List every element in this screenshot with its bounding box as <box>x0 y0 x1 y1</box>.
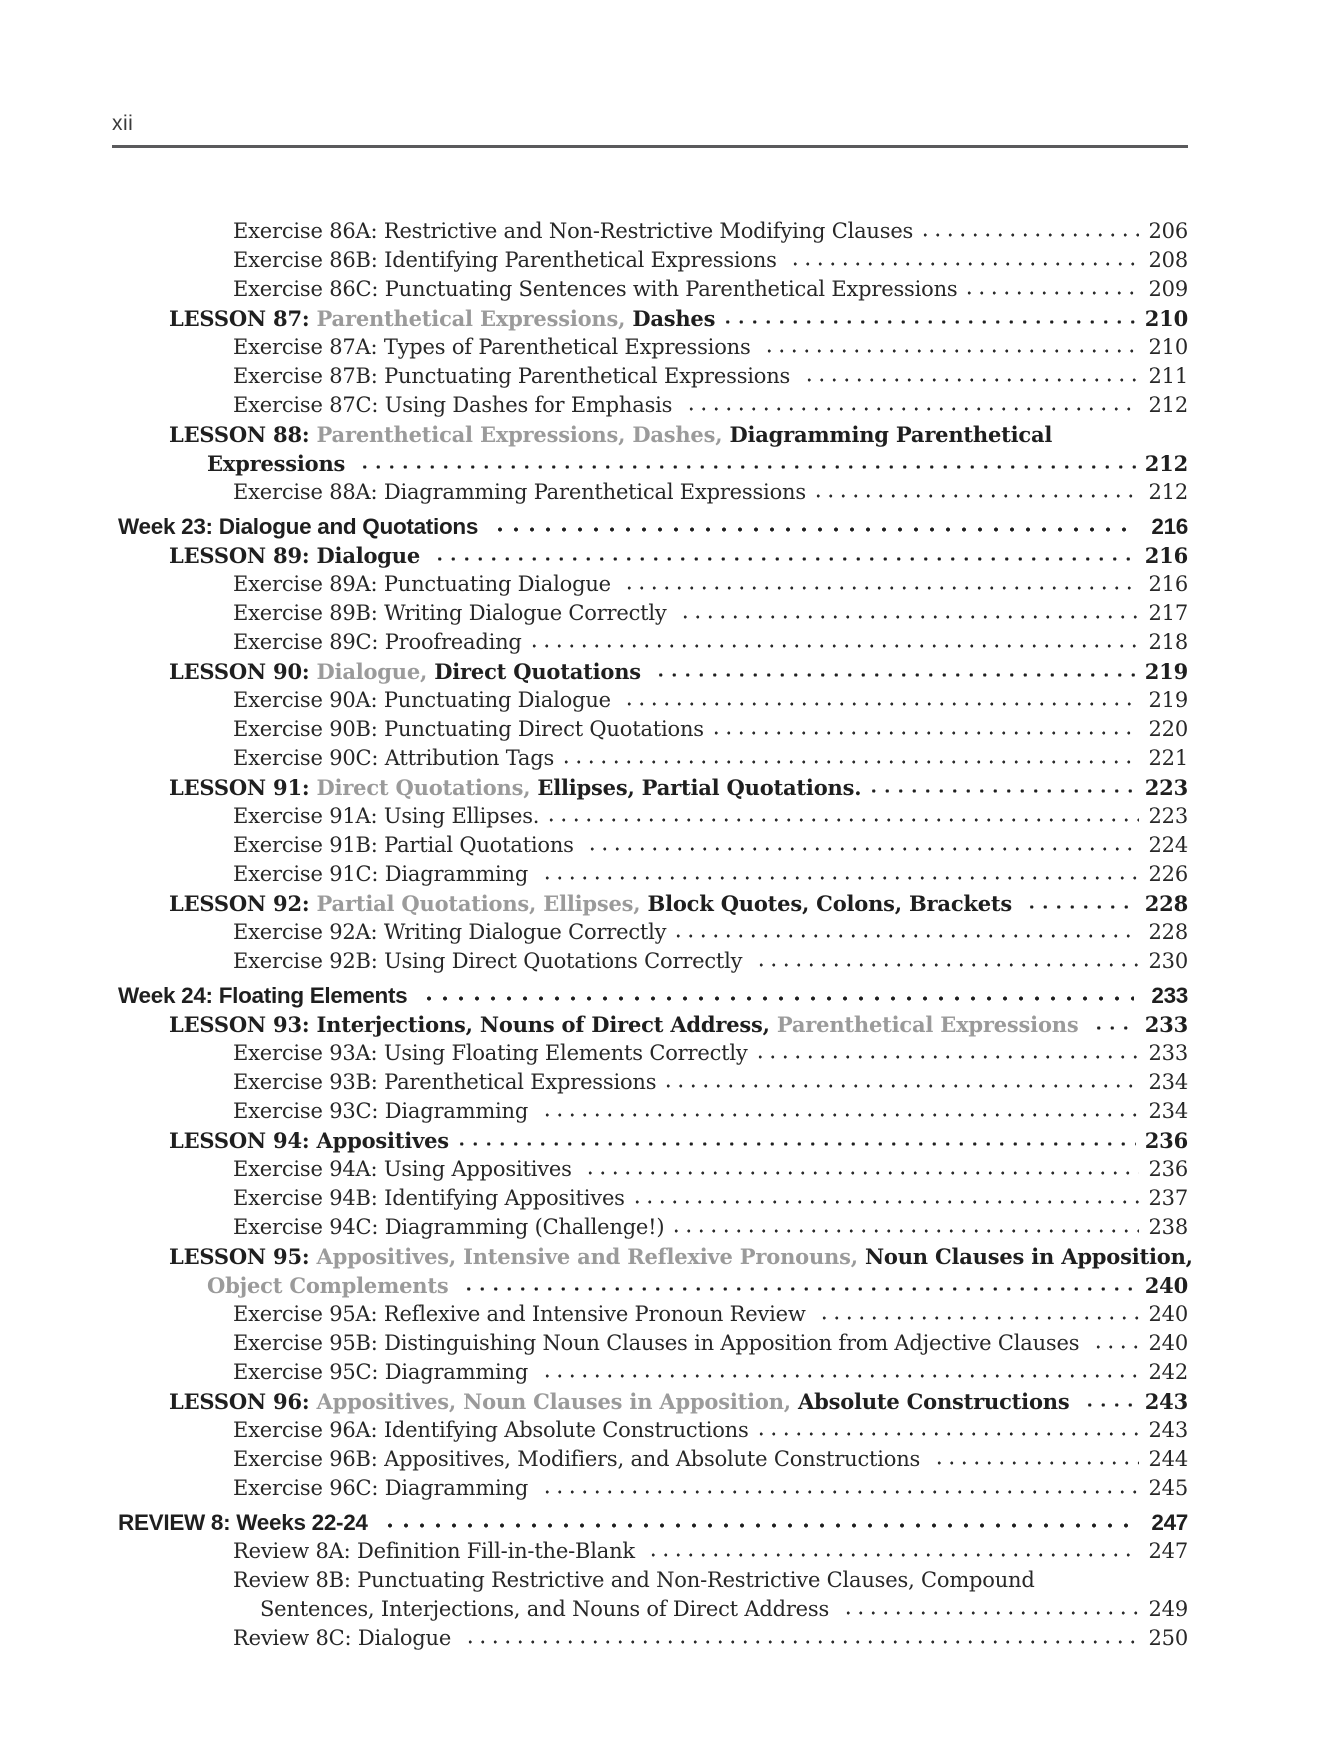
toc-entry-text: Exercise 92A: Writing Dialogue Correctly <box>233 920 667 944</box>
toc-page-number: 219 <box>1144 659 1188 684</box>
toc-row-exercise <box>112 1068 1188 1097</box>
toc-row-lesson <box>112 889 1188 918</box>
toc-page-number: 224 <box>1148 833 1188 857</box>
page-header <box>112 112 1188 148</box>
dot-leader <box>650 657 1136 686</box>
dot-leader <box>915 217 1139 246</box>
dot-leader <box>537 860 1139 889</box>
toc-page-number: 216 <box>1148 572 1188 596</box>
toc-page-number: 228 <box>1144 891 1188 916</box>
dot-leader <box>785 246 1139 275</box>
dot-leader <box>582 831 1139 860</box>
toc-page-number: 238 <box>1148 1215 1188 1239</box>
dot-leader <box>799 362 1139 391</box>
toc-page-number: 219 <box>1148 688 1188 712</box>
toc-entry-text: Exercise 90A: Punctuating Dialogue <box>233 688 618 712</box>
dot-leader <box>580 1155 1139 1184</box>
dot-leader <box>619 570 1139 599</box>
toc-row-exercise <box>112 391 1188 420</box>
toc-entry-text: LESSON 91: <box>169 775 317 800</box>
dot-leader <box>681 391 1139 420</box>
toc-entry-text: Exercise 86C: Punctuating Sentences with Parenthetical Expressions <box>233 277 958 301</box>
toc-page-number: 218 <box>1148 630 1188 654</box>
toc-row-week <box>112 512 1188 541</box>
dot-leader <box>451 1126 1136 1155</box>
toc-row-exercise <box>112 275 1188 304</box>
toc-page-number: 216 <box>1144 543 1188 568</box>
toc-page-number: 234 <box>1148 1099 1188 1123</box>
toc-entry-text: LESSON 92: <box>169 891 317 916</box>
toc-page-number: 233 <box>1144 1012 1188 1037</box>
toc-row-exercise <box>112 628 1188 657</box>
toc-page-number: 223 <box>1144 775 1188 800</box>
toc-entry-text: Week 24: Floating Elements <box>118 983 414 1008</box>
toc-page-number: 210 <box>1144 306 1188 331</box>
dot-leader <box>751 1416 1139 1445</box>
toc-entry-text: LESSON 95: <box>169 1244 317 1269</box>
toc-row-exercise <box>112 1358 1188 1387</box>
toc-entry-text: Exercise 89A: Punctuating Dialogue <box>233 572 618 596</box>
toc-row-exercise <box>112 860 1188 889</box>
toc-page-number: 236 <box>1144 1128 1188 1153</box>
toc-entry-text: LESSON 94: Appositives <box>169 1128 449 1153</box>
dot-leader <box>537 1474 1139 1503</box>
dot-leader <box>1021 889 1136 918</box>
dot-leader <box>1088 1010 1136 1039</box>
dot-leader <box>556 744 1139 773</box>
folio-page-number: xii <box>112 112 134 135</box>
toc-row-exercise <box>112 918 1188 947</box>
toc-row-exercise <box>112 947 1188 976</box>
toc-row-exercise <box>112 831 1188 860</box>
toc-entry-text: Review 8A: Definition Fill-in-the-Blank <box>233 1539 642 1563</box>
toc-page-number: 234 <box>1148 1070 1188 1094</box>
toc-row-exercise <box>112 1155 1188 1184</box>
toc-page-number: 210 <box>1148 335 1188 359</box>
toc-row-exercise <box>112 333 1188 362</box>
toc-row-exercise-cont <box>112 1595 1188 1624</box>
toc-entry-text: LESSON 93: Interjections, Nouns of Direct Address, <box>169 1012 777 1037</box>
header-rule <box>112 145 1188 148</box>
dot-leader <box>750 1039 1139 1068</box>
dot-leader <box>863 773 1135 802</box>
dot-leader <box>376 1508 1134 1537</box>
toc-row-lesson <box>112 304 1188 333</box>
toc-row-lesson-cont <box>112 449 1188 478</box>
toc-page-number: 247 <box>1151 1510 1188 1535</box>
dot-leader <box>415 981 1134 1010</box>
toc-entry-text: Exercise 86B: Identifying Parenthetical Expressions <box>233 248 784 272</box>
toc-row-exercise <box>112 686 1188 715</box>
toc-entry-text: Week 23: Dialogue and Quotations <box>118 514 484 539</box>
toc-page-number: 233 <box>1151 983 1188 1008</box>
toc-entry-text: LESSON 96: <box>169 1389 317 1414</box>
toc-row-exercise <box>112 362 1188 391</box>
toc-entry-text: Exercise 87C: Using Dashes for Emphasis <box>233 393 679 417</box>
toc-entry-text: Absolute Constructions <box>798 1389 1077 1414</box>
toc-row-exercise <box>112 246 1188 275</box>
toc-page-number: 249 <box>1148 1597 1188 1621</box>
toc-page-number: 243 <box>1144 1389 1188 1414</box>
toc-row-week <box>112 981 1188 1010</box>
toc-entry-text: LESSON 87: <box>169 306 317 331</box>
toc-page-number: 247 <box>1148 1539 1188 1563</box>
toc-entry-text: Block Quotes, Colons, Brackets <box>647 891 1020 916</box>
dot-leader <box>668 918 1139 947</box>
toc-entry-text: Exercise 94A: Using Appositives <box>233 1157 579 1181</box>
toc-page-number: 250 <box>1148 1626 1188 1650</box>
toc-page-number: 242 <box>1148 1360 1188 1384</box>
dot-leader <box>1079 1387 1136 1416</box>
toc-page-number: 237 <box>1148 1186 1188 1210</box>
toc-entry-text: Ellipses, Partial Quotations. <box>537 775 862 800</box>
toc-row-exercise <box>112 1445 1188 1474</box>
toc-page-number: 211 <box>1148 364 1188 388</box>
toc-row-exercise <box>112 1213 1188 1242</box>
toc-row-exercise <box>112 1537 1188 1566</box>
toc-page-number: 212 <box>1148 393 1188 417</box>
toc-entry-text: Object Complements <box>207 1273 456 1298</box>
dot-leader <box>537 1097 1139 1126</box>
toc-row-lesson <box>112 773 1188 802</box>
toc-entry-text: Dialogue, <box>316 659 435 684</box>
dot-leader <box>643 1537 1139 1566</box>
toc-row-lesson <box>112 1242 1193 1271</box>
toc-row-exercise <box>112 1566 1188 1595</box>
toc-row-lesson-cont <box>112 1271 1188 1300</box>
toc-entry-text: Exercise 93B: Parenthetical Expressions <box>233 1070 657 1094</box>
toc-entry-text: Parenthetical Expressions, <box>316 306 633 331</box>
toc-row-exercise <box>112 1474 1188 1503</box>
toc-entry-text: Dashes <box>632 306 716 331</box>
toc-entry-text: Direct Quotations, <box>316 775 538 800</box>
toc-entry-text: Direct Quotations <box>434 659 649 684</box>
toc-entry-text: Review 8C: Dialogue <box>233 1626 458 1650</box>
dot-leader <box>619 686 1139 715</box>
toc-page-number: 220 <box>1148 717 1188 741</box>
toc-entry-text: Exercise 91A: Using Ellipses. <box>233 804 540 828</box>
dot-leader <box>838 1595 1139 1624</box>
dot-leader <box>759 333 1139 362</box>
toc-row-exercise <box>112 744 1188 773</box>
toc-page-number: 244 <box>1148 1447 1188 1471</box>
toc-row-exercise <box>112 1097 1188 1126</box>
toc-row-exercise <box>112 217 1188 246</box>
toc-entry-text: Diagramming Parenthetical <box>729 422 1053 447</box>
toc-row-exercise <box>112 802 1188 831</box>
toc-row-exercise <box>112 1300 1188 1329</box>
toc-page-number: 212 <box>1144 451 1188 476</box>
toc-row-exercise <box>112 1039 1188 1068</box>
toc-page-number: 216 <box>1151 514 1188 539</box>
toc-row-exercise <box>112 1416 1188 1445</box>
dot-leader <box>706 715 1139 744</box>
toc-entry-text: Exercise 86A: Restrictive and Non-Restrictive Modifying Clauses <box>233 219 914 243</box>
toc-page-number: 236 <box>1148 1157 1188 1181</box>
toc-page-number: 208 <box>1148 248 1188 272</box>
toc-page-number: 243 <box>1148 1418 1188 1442</box>
toc-entry-text: REVIEW 8: Weeks 22-24 <box>118 1510 374 1535</box>
toc-entry-text: Review 8B: Punctuating Restrictive and Non-Restrictive Clauses, Compound <box>233 1568 1035 1592</box>
toc-entry-text: Expressions <box>207 451 353 476</box>
toc-entry-text: Exercise 87A: Types of Parenthetical Expressions <box>233 335 758 359</box>
dot-leader <box>541 802 1139 831</box>
toc-entry-text: Partial Quotations, Ellipses, <box>316 891 648 916</box>
toc-entry-text: Exercise 91C: Diagramming <box>233 862 535 886</box>
dot-leader <box>959 275 1139 304</box>
toc-row-exercise <box>112 570 1188 599</box>
toc-entry-text: Exercise 94C: Diagramming (Challenge!) <box>233 1215 665 1239</box>
toc-entry-text: Exercise 92B: Using Direct Quotations Correctly <box>233 949 749 973</box>
toc-entry-text: Exercise 91B: Partial Quotations <box>233 833 581 857</box>
toc-entry-text: Exercise 87B: Punctuating Parenthetical Expressions <box>233 364 797 388</box>
toc-page-number: 217 <box>1148 601 1188 625</box>
toc-entry-text: Exercise 93A: Using Floating Elements Correctly <box>233 1041 748 1065</box>
toc-row-lesson <box>112 657 1188 686</box>
dot-leader <box>627 1184 1139 1213</box>
dot-leader <box>460 1624 1139 1653</box>
dot-leader <box>717 304 1136 333</box>
toc-entry-text: Noun Clauses in Apposition, <box>864 1244 1193 1269</box>
toc-page-number: 209 <box>1148 277 1188 301</box>
toc-page-number: 212 <box>1148 480 1188 504</box>
toc-entry-text: Exercise 90C: Attribution Tags <box>233 746 555 770</box>
toc-entry-text: LESSON 90: <box>169 659 317 684</box>
toc-row-exercise <box>112 715 1188 744</box>
dot-leader <box>658 1068 1139 1097</box>
toc-page-number: 233 <box>1148 1041 1188 1065</box>
toc-row-lesson <box>112 541 1188 570</box>
toc-row-lesson <box>112 1010 1188 1039</box>
toc-entry-text: Exercise 96A: Identifying Absolute Constructions <box>233 1418 749 1442</box>
toc-entry-text: LESSON 89: Dialogue <box>169 543 428 568</box>
toc-page-number: 228 <box>1148 920 1188 944</box>
dot-leader <box>486 512 1134 541</box>
dot-leader <box>929 1445 1139 1474</box>
toc-row-exercise <box>112 478 1188 507</box>
toc-page-number: 240 <box>1144 1273 1188 1298</box>
toc-entry-text: Sentences, Interjections, and Nouns of Direct Address <box>260 1597 836 1621</box>
toc-entry-text: Exercise 89B: Writing Dialogue Correctly <box>233 601 674 625</box>
dot-leader <box>666 1213 1139 1242</box>
dot-leader <box>524 628 1139 657</box>
toc-row-lesson <box>112 1387 1188 1416</box>
toc-page-number: 245 <box>1148 1476 1188 1500</box>
dot-leader <box>354 449 1135 478</box>
toc-page-number: 240 <box>1148 1331 1188 1355</box>
toc-entry-text: Appositives, Intensive and Reflexive Pronouns, <box>316 1244 865 1269</box>
dot-leader <box>751 947 1139 976</box>
dot-leader <box>537 1358 1139 1387</box>
toc-page-number: 221 <box>1148 746 1188 770</box>
toc-page-number: 223 <box>1148 804 1188 828</box>
toc-row-exercise <box>112 1624 1188 1653</box>
toc-row-lesson <box>112 420 1188 449</box>
toc-entry-text: Exercise 90B: Punctuating Direct Quotations <box>233 717 704 741</box>
toc-page-number: 240 <box>1148 1302 1188 1326</box>
dot-leader <box>458 1271 1136 1300</box>
toc-page-number: 226 <box>1148 862 1188 886</box>
dot-leader <box>429 541 1136 570</box>
toc-row-exercise <box>112 1329 1188 1358</box>
toc-page-number: 206 <box>1148 219 1188 243</box>
toc-entry-text: Parenthetical Expressions, Dashes, <box>316 422 730 447</box>
toc-row-exercise <box>112 1184 1188 1213</box>
toc-entry-text: Exercise 89C: Proofreading <box>233 630 522 654</box>
toc-entry-text: Exercise 88A: Diagramming Parenthetical Expressions <box>233 480 806 504</box>
toc-row-exercise <box>112 599 1188 628</box>
toc-row-lesson <box>112 1126 1188 1155</box>
toc-entry-text: Appositives, Noun Clauses in Apposition, <box>316 1389 799 1414</box>
toc-entry-text: Exercise 94B: Identifying Appositives <box>233 1186 625 1210</box>
toc-entry-text: Exercise 95A: Reflexive and Intensive Pronoun Review <box>233 1302 813 1326</box>
toc-entry-text: Exercise 96C: Diagramming <box>233 1476 535 1500</box>
dot-leader <box>675 599 1139 628</box>
toc-entry-text: Exercise 93C: Diagramming <box>233 1099 535 1123</box>
toc-row-week <box>112 1508 1188 1537</box>
toc-entry-text: Parenthetical Expressions <box>776 1012 1086 1037</box>
toc-page-number: 230 <box>1148 949 1188 973</box>
toc-entry-text: Exercise 95C: Diagramming <box>233 1360 535 1384</box>
toc-entry-text: Exercise 95B: Distinguishing Noun Clauses in Apposition from Adjective Clauses <box>233 1331 1086 1355</box>
toc-entry-text: Exercise 96B: Appositives, Modifiers, and Absolute Constructions <box>233 1447 927 1471</box>
toc-list <box>112 217 1193 1653</box>
dot-leader <box>1088 1329 1139 1358</box>
toc-entry-text: LESSON 88: <box>169 422 317 447</box>
dot-leader <box>808 478 1139 507</box>
dot-leader <box>814 1300 1139 1329</box>
